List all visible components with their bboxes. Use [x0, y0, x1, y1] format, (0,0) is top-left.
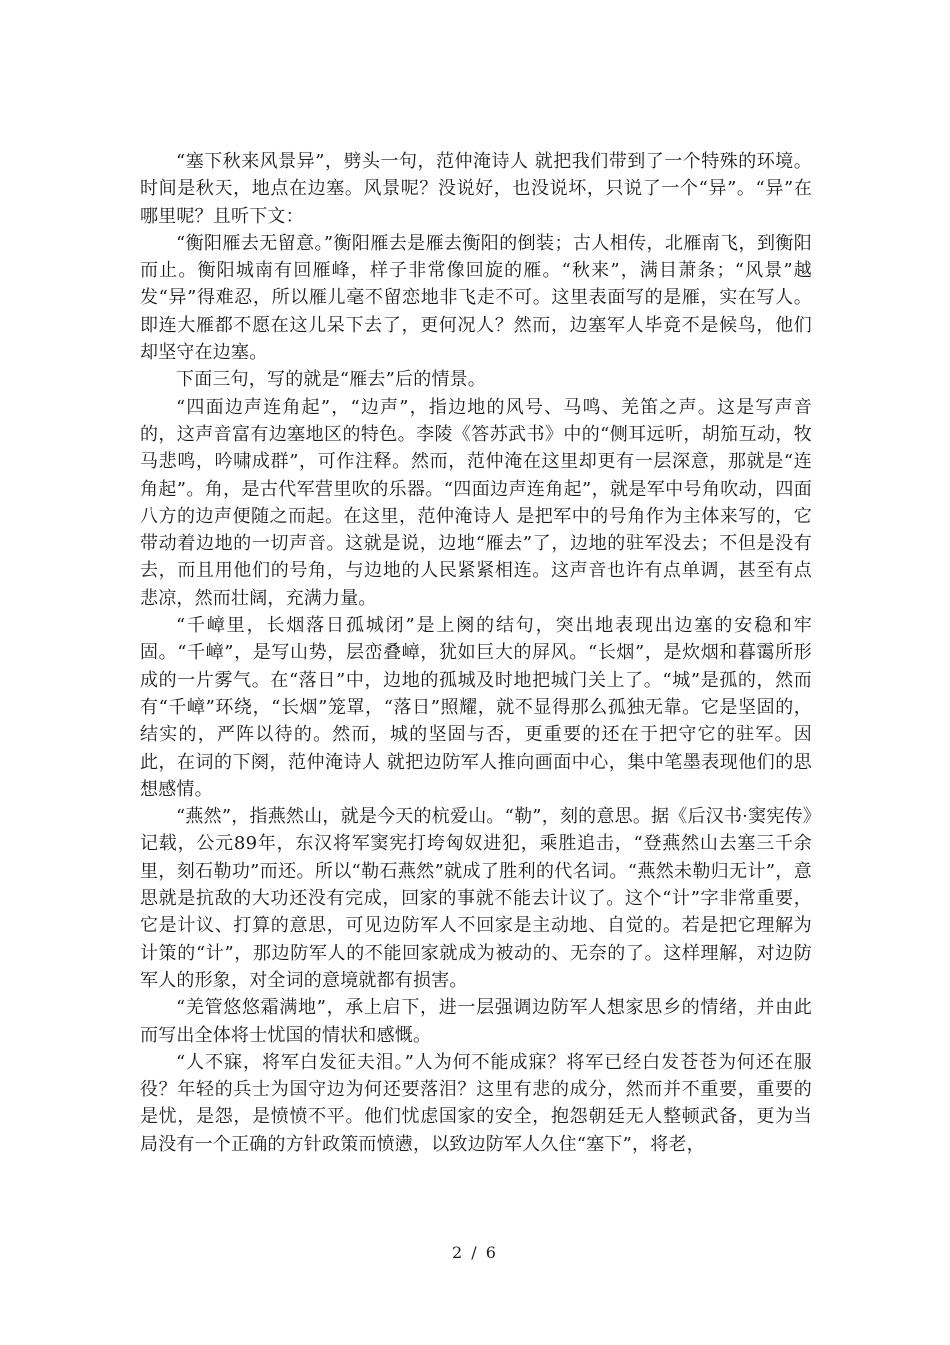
body-text [140, 148, 812, 1158]
paragraph-1: “塞下秋来风景异”，劈头一句，范仲淹诗人 就把我们带到了一个特殊的环境。时间是秋天，地点在边塞。风景呢？没说好，也没说坏，只说了一个“异”。“异”在哪里呢？且听下文： [140, 151, 812, 227]
paragraph-5: “千嶂里，长烟落日孤城闭”是上阕的结句，突出地表现出边塞的安稳和牢固。“千嶂”，是写山势，层峦叠嶂，犹如巨大的屏风。“长烟”，是炊烟和暮霭所形成的一片雾气。在“落日”中，边地的孤城及时地把城门关上了。“城”是孤的，然而有“千嶂”环绕，“长烟”笼罩，“落日”照耀，就不显得那么孤独无靠。它是坚固的，结实的，严阵以待的。然而，城的坚固与否，更重要的还在于把守它的驻军。因此，在词的下阕，范仲淹诗人 就把边防军人推向画面中心，集中笔墨表现他们的思想感情。 [140, 615, 812, 800]
paragraph-8: “人不寐，将军白发征夫泪。”人为何不能成寐？将军已经白发苍苍为何还在服役？年轻的兵士为国守边为何还要落泪？这里有悲的成分，然而并不重要，重要的是忧，是怨，是愤愤不平。他们忧虑国家的安全，抱怨朝廷无人整顿武备，更为当局没有一个正确的方针政策而愤懑，以致边防军人久住“塞下”，将老， [140, 1051, 812, 1155]
paragraph-4: “四面边声连角起”，“边声”，指边地的风号、马鸣、羌笛之声。这是写声音的，这声音富有边塞地区的特色。李陵《答苏武书》中的“侧耳远听，胡笳互动，牧马悲鸣，吟啸成群”，可作注释。然而，范仲淹在这里却更有一层深意，那就是“连角起”。角，是古代军营里吹的乐器。“四面边声连角起”，就是军中号角吹动，四面八方的边声便随之而起。在这里，范仲淹诗人 是把军中的号角作为主体来写的，它带动着边地的一切声音。这就是说，边地“雁去”了，边地的驻军没去；不但是没有去，而且用他们的号角，与边地的人民紧紧相连。这声音也许有点单调，甚至有点悲凉，然而壮阔，充满力量。 [140, 396, 812, 609]
paragraph-7: “羌管悠悠霜满地”，承上启下，进一层强调边防军人想家思乡的情绪，并由此而写出全体将士忧国的情状和感慨。 [140, 997, 812, 1046]
paragraph-3: 下面三句，写的就是“雁去”后的情景。 [176, 369, 487, 391]
paragraph-6: “燕然”，指燕然山，就是今天的杭爱山。“勒”，刻的意思。据《后汉书·窦宪传》记载，公元89年，东汉将军窦宪打垮匈奴进犯，乘胜追击，“登燕然山去塞三千余里，刻石勒功”而还。所以“勒石燕然”就成了胜利的代名词。“燕然未勒归无计”，意思就是抗敌的大功还没有完成，回家的事就不能去计议了。这个“计”字非常重要，它是计议、打算的意思，可见边防军人不回家是主动地、自觉的。若是把它理解为计策的“计”，那边防军人的不能回家就成为被动的、无奈的了。这样理解，对边防军人的形象，对全词的意境就都有损害。 [140, 806, 812, 991]
paragraph-2: “衡阳雁去无留意。”衡阳雁去是雁去衡阳的倒装；古人相传，北雁南飞，到衡阳而止。衡阳城南有回雁峰，样子非常像回旋的雁。“秋来”，满目萧条；“风景”越发“异”得难忍，所以雁儿毫不留恋地非飞走不可。这里表面写的是雁，实在写人。即连大雁都不愿在这儿呆下去了，更何况人？然而，边塞军人毕竟不是候鸟，他们却坚守在边塞。 [140, 232, 812, 364]
page-number: 2 / 6 [452, 1243, 498, 1262]
